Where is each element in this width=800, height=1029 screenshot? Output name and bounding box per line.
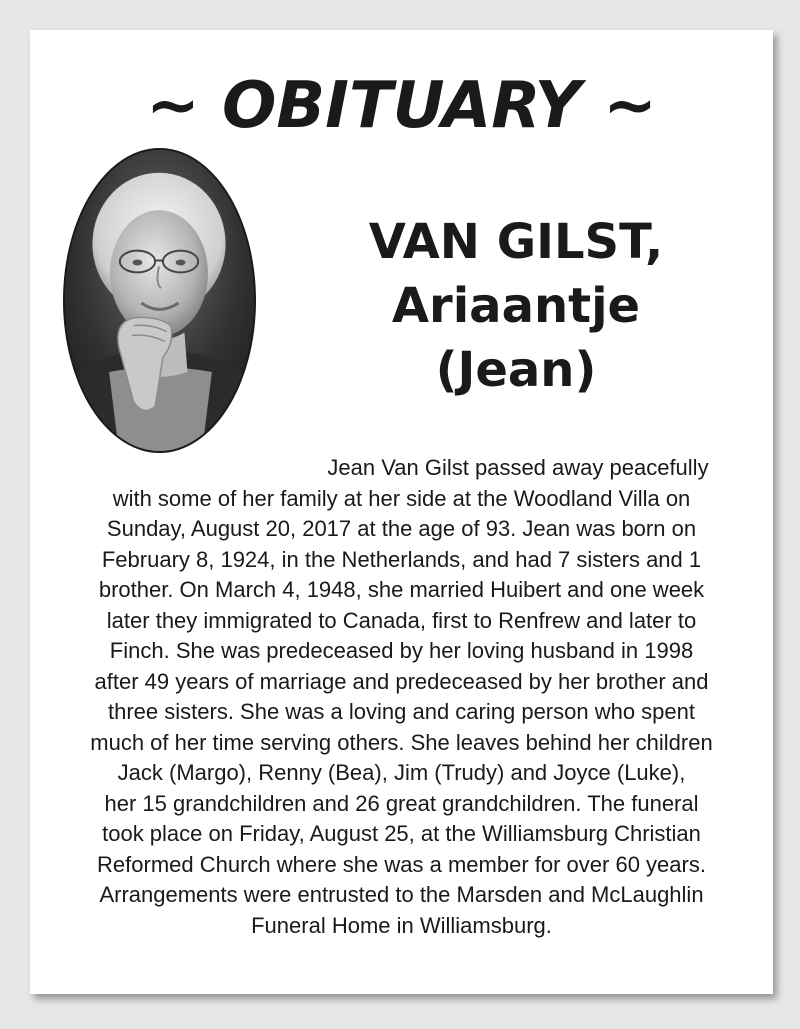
body-line: her 15 grandchildren and 26 great grandchildren. The funeral [104, 790, 699, 816]
body-line: took place on Friday, August 25, at the Williamsburg Christian [102, 821, 701, 846]
body-line: Finch. She was predeceased by her loving husband in 1998 [109, 638, 694, 663]
portrait-photo [63, 148, 256, 453]
surname: VAN GILST, [368, 214, 664, 270]
body-line: after 49 years of marriage and predeceased by her brother and [94, 668, 709, 694]
portrait-illustration [65, 150, 254, 451]
body-line: three sisters. She was a loving and caring person who spent [108, 699, 695, 724]
body-line: with some of her family at her side at the Woodland Villa on [112, 485, 691, 511]
body-line: Funeral Home in Williamsburg. [251, 912, 552, 938]
body-line: Arrangements were entrusted to the Marsden and McLaughlin [99, 882, 704, 907]
given-name: Ariaantje [391, 278, 641, 334]
nickname: (Jean) [435, 342, 597, 398]
headline: ~ OBITUARY ~ [146, 69, 657, 143]
deceased-name [296, 210, 736, 402]
body-line: February 8, 1924, in the Netherlands, and had 7 sisters and 1 [101, 546, 702, 572]
body-line: Jean Van Gilst passed away peacefully [327, 455, 709, 480]
body-line: later they immigrated to Canada, first to Renfrew and later to [106, 607, 697, 633]
body-line: much of her time serving others. She leaves behind her children [90, 729, 713, 755]
obituary-body [40, 453, 763, 941]
body-line: Jack (Margo), Renny (Bea), Jim (Trudy) and Joyce (Luke), [117, 760, 686, 785]
body-line: Reformed Church where she was a member for over 60 years. [97, 851, 706, 877]
obituary-card [30, 30, 773, 994]
body-line: brother. On March 4, 1948, she married Huibert and one week [98, 577, 705, 602]
body-line: Sunday, August 20, 2017 at the age of 93. Jean was born on [106, 516, 697, 541]
